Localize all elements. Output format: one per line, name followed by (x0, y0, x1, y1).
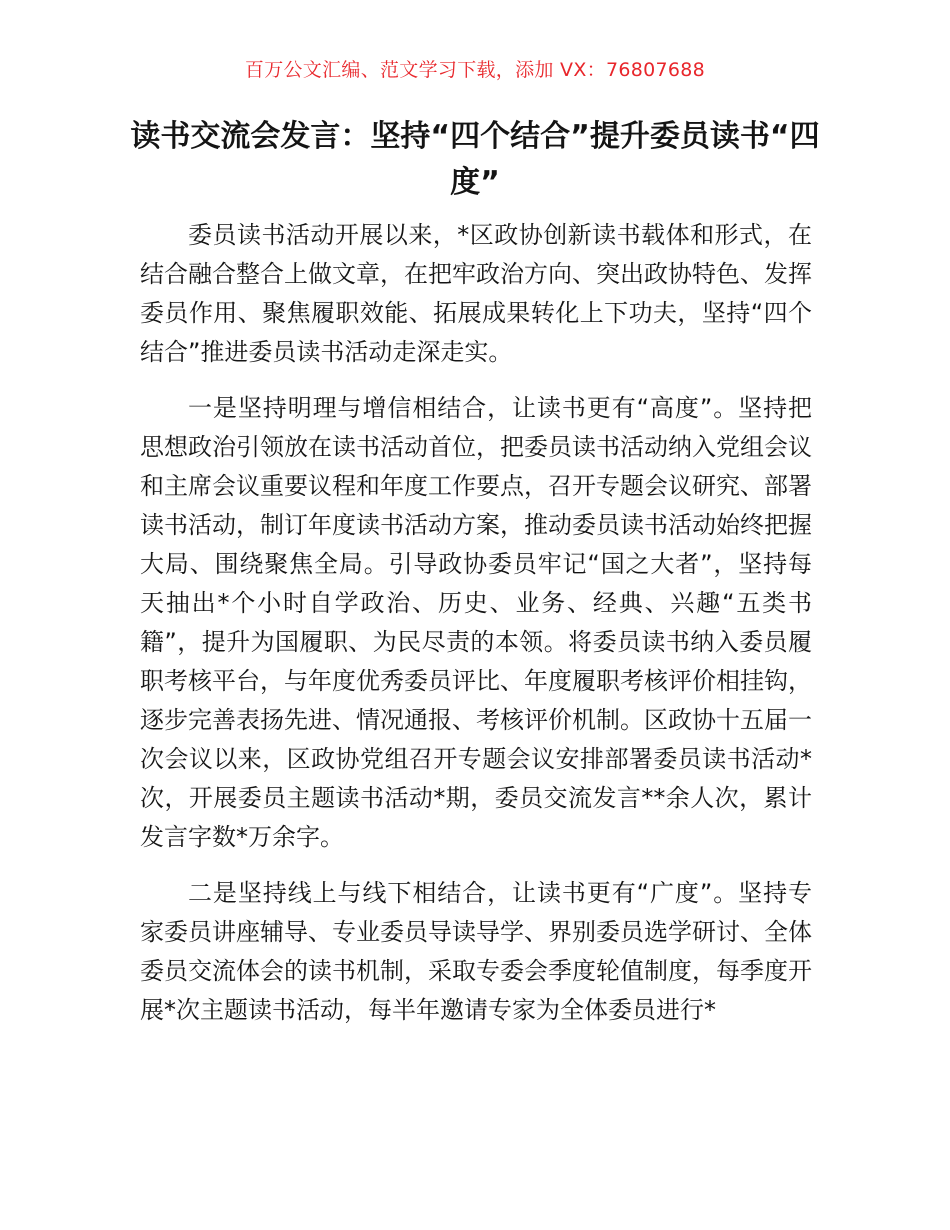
paragraph-point-one: 一是坚持明理与增信相结合，让读书更有“高度”。坚持把思想政治引领放在读书活动首位，把委员读书活动纳入党组会议和主席会议重要议程和年度工作要点，召开专题会议研究、部署读书活动，制订年度读书活动方案，推动委员读书活动始终把握大局、围绕聚焦全局。引导政协委员牢记“国之大者”，坚持每天抽出*个小时自学政治、历史、业务、经典、兴趣“五类书籍”，提升为国履职、为民尽责的本领。将委员读书纳入委员履职考核平台，与年度优秀委员评比、年度履职考核评价相挂钩，逐步完善表扬先进、情况通报、考核评价机制。区政协十五届一次会议以来，区政协党组召开专题会议安排部署委员读书活动*次，开展委员主题读书活动*期，委员交流发言**余人次，累计发言字数*万余字。 (140, 394, 812, 851)
header-watermark-note: 百万公文汇编、范文学习下载，添加 VX：76807688 (244, 59, 706, 81)
document-title: 读书交流会发言：坚持“四个结合”提升委员读书“四度” (130, 119, 820, 200)
document-body (140, 216, 812, 1030)
paragraph-intro: 委员读书活动开展以来，*区政协创新读书载体和形式，在结合融合整合上做文章，在把牢政治方向、突出政协特色、发挥委员作用、聚焦履职效能、拓展成果转化上下功夫，坚持“四个结合”推进委员读书活动走深走实。 (140, 221, 812, 366)
paragraph-point-two: 二是坚持线上与线下相结合，让读书更有“广度”。坚持专家委员讲座辅导、专业委员导读导学、界别委员选学研讨、全体委员交流体会的读书机制，采取专委会季度轮值制度，每季度开展*次主题读书活动，每半年邀请专家为全体委员进行* (140, 879, 812, 1024)
